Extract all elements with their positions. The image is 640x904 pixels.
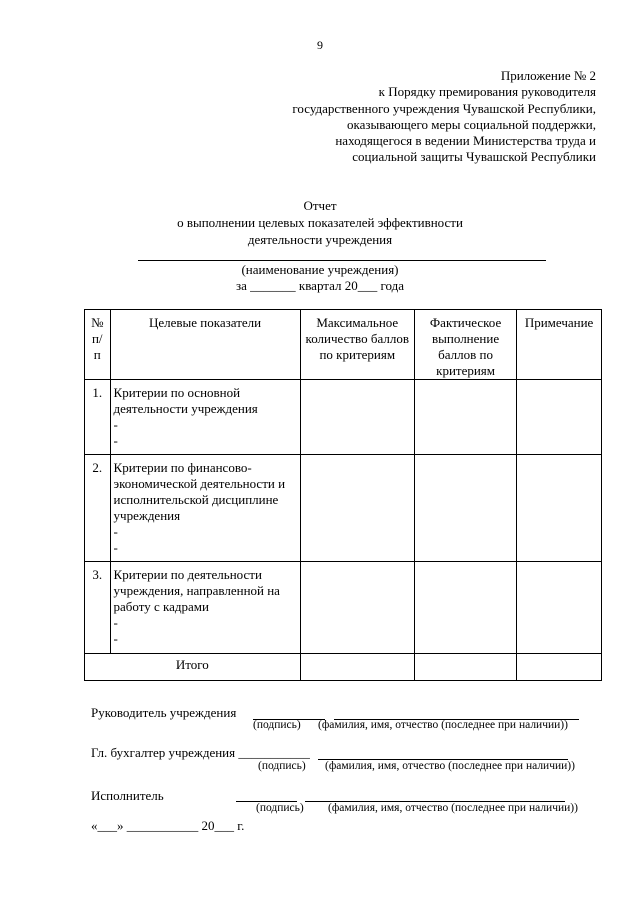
appendix-line: социальной защиты Чувашской Республики — [352, 149, 596, 165]
report-title-line: о выполнении целевых показателей эффективности — [177, 215, 463, 230]
note-cell[interactable] — [517, 380, 602, 455]
header-num: № п/п — [85, 310, 111, 380]
table-row — [85, 380, 602, 455]
date-line[interactable]: «___» ___________ 20___ г. — [91, 818, 245, 833]
actual-score-cell[interactable] — [414, 562, 516, 654]
criteria-bullet: - — [113, 540, 118, 555]
total-max-score-cell[interactable] — [300, 654, 414, 681]
table-row — [85, 455, 602, 562]
total-label: Итого — [85, 654, 301, 681]
max-score-cell[interactable] — [300, 455, 414, 562]
page-number: 9 — [317, 38, 323, 52]
max-score-cell[interactable] — [300, 562, 414, 654]
head-name-caption: (фамилия, имя, отчество (последнее при наличии)) — [318, 719, 568, 731]
actual-score-cell[interactable] — [414, 380, 516, 455]
appendix-line: оказывающего меры социальной поддержки, — [347, 116, 596, 132]
appendix-line: Приложение № 2 — [500, 68, 596, 83]
accountant-signature-caption: (подпись) — [258, 760, 306, 772]
row-number: 3. — [85, 562, 111, 654]
table-header-row — [85, 310, 602, 380]
targets-table — [84, 309, 602, 681]
report-title — [0, 197, 640, 248]
appendix-line: к Порядку премирования руководителя — [378, 84, 596, 100]
appendix-block — [292, 68, 596, 166]
executor-signature-caption: (подпись) — [256, 802, 304, 814]
institution-name-line — [138, 260, 546, 261]
criteria-cell — [110, 380, 300, 455]
actual-score-cell[interactable] — [414, 455, 516, 562]
criteria-bullet: - — [113, 417, 118, 432]
criteria-title: Критерии по финансово-экономической деятельности и исполнительской дисциплине учреждения — [113, 460, 286, 523]
criteria-bullet: - — [113, 433, 118, 448]
institution-block — [0, 262, 640, 294]
total-row — [85, 654, 602, 681]
total-actual-score-cell[interactable] — [414, 654, 516, 681]
criteria-title: Критерии по деятельности учреждения, направленной на работу с кадрами — [113, 567, 280, 614]
header-max-score: Максимальное количество баллов по критериям — [300, 310, 414, 380]
header-note: Примечание — [517, 310, 602, 380]
head-signature-caption: (подпись) — [253, 719, 301, 731]
header-targets: Целевые показатели — [110, 310, 300, 380]
executor-name-caption: (фамилия, имя, отчество (последнее при наличии)) — [328, 802, 578, 814]
header-actual: Фактическое выполнение баллов по критериям — [414, 310, 516, 380]
period-line: за _______ квартал 20___ года — [235, 278, 405, 293]
appendix-line: находящегося в ведении Министерства труда и — [335, 133, 596, 149]
criteria-cell — [110, 562, 300, 654]
note-cell[interactable] — [517, 455, 602, 562]
row-number: 2. — [85, 455, 111, 562]
head-label: Руководитель учреждения — [91, 705, 237, 720]
criteria-title: Критерии по основной деятельности учреждения — [113, 385, 258, 416]
row-number: 1. — [85, 380, 111, 455]
accountant-label — [91, 745, 310, 761]
accountant-name-caption: (фамилия, имя, отчество (последнее при наличии)) — [325, 760, 575, 772]
total-note-cell[interactable] — [517, 654, 602, 681]
report-title-line: Отчет — [303, 198, 337, 213]
criteria-bullet: - — [113, 631, 118, 646]
criteria-cell — [110, 455, 300, 562]
accountant-signature-blank[interactable]: ___________ — [238, 745, 310, 760]
appendix-line: государственного учреждения Чувашской Республики, — [292, 100, 596, 116]
criteria-bullet: - — [113, 615, 118, 630]
executor-label: Исполнитель — [91, 788, 164, 803]
accountant-label-text: Гл. бухгалтер учреждения — [91, 745, 236, 760]
criteria-bullet: - — [113, 524, 118, 539]
report-title-line: деятельности учреждения — [247, 232, 393, 247]
max-score-cell[interactable] — [300, 380, 414, 455]
institution-caption: (наименование учреждения) — [241, 262, 399, 277]
note-cell[interactable] — [517, 562, 602, 654]
table-row — [85, 562, 602, 654]
